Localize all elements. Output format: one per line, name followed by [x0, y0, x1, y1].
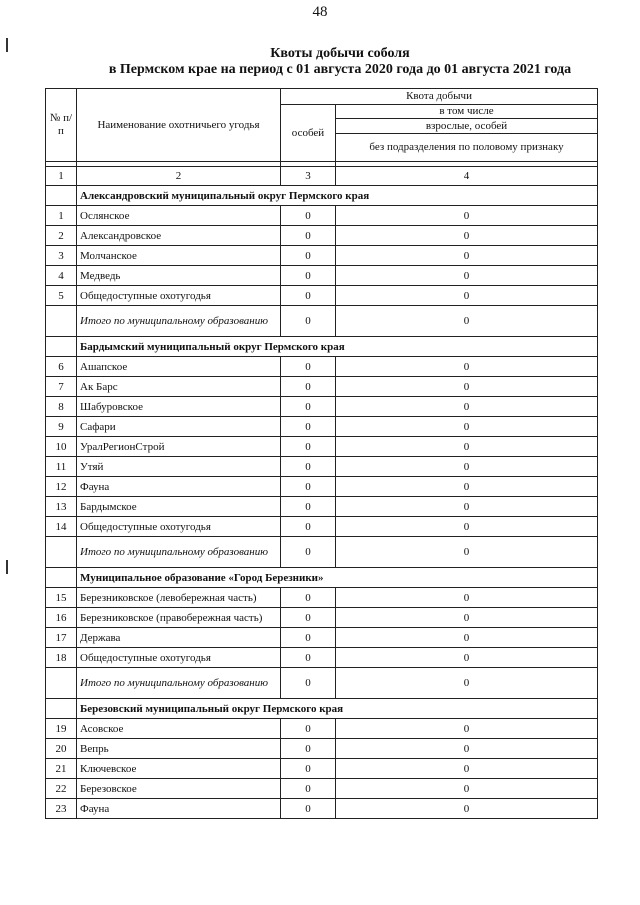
hunting-ground-name: УралРегионСтрой: [77, 437, 281, 457]
table-row: [46, 719, 598, 739]
table-row: [46, 417, 598, 437]
quota-adults: 0: [336, 246, 598, 266]
hunting-ground-name: Ашапское: [77, 357, 281, 377]
hunting-ground-name: Березниковское (левобережная часть): [77, 588, 281, 608]
quota-adults: 0: [336, 477, 598, 497]
quota-total: 0: [281, 477, 336, 497]
table-row: [46, 357, 598, 377]
column-numbers-row: [46, 167, 598, 186]
row-number: 6: [46, 357, 77, 377]
quota-total: 0: [281, 397, 336, 417]
row-number: 3: [46, 246, 77, 266]
row-number: 19: [46, 719, 77, 739]
column-number: 3: [281, 167, 336, 186]
hunting-ground-name: Общедоступные охотугодья: [77, 286, 281, 306]
quota-adults: 0: [336, 417, 598, 437]
quota-total: 0: [281, 246, 336, 266]
hunting-ground-name: Фауна: [77, 477, 281, 497]
section-no-cell: [46, 186, 77, 206]
row-number: 4: [46, 266, 77, 286]
section-total-adults: 0: [336, 306, 598, 337]
section-total-value: 0: [281, 537, 336, 568]
quota-total: 0: [281, 226, 336, 246]
quota-total: 0: [281, 759, 336, 779]
row-number: 9: [46, 417, 77, 437]
hunting-ground-name: Фауна: [77, 799, 281, 819]
header-name: Наименование охотничьего угодья: [77, 89, 281, 162]
header-no: № п/п: [46, 89, 77, 162]
section-header-row: [46, 568, 598, 588]
quota-total: 0: [281, 437, 336, 457]
quota-total: 0: [281, 517, 336, 537]
table-row: [46, 517, 598, 537]
scan-margin-mark: [6, 38, 8, 52]
section-total-row: [46, 668, 598, 699]
section-header-row: [46, 337, 598, 357]
quota-total: 0: [281, 648, 336, 668]
row-number: 8: [46, 397, 77, 417]
section-header-row: [46, 699, 598, 719]
section-title: Бардымский муниципальный округ Пермского края: [77, 337, 598, 357]
table-row: [46, 628, 598, 648]
table-row: [46, 246, 598, 266]
document-title: Квоты добычи соболя: [270, 46, 410, 61]
hunting-ground-name: Ослянское: [77, 206, 281, 226]
quota-adults: 0: [336, 457, 598, 477]
hunting-ground-name: Березниковское (правобережная часть): [77, 608, 281, 628]
quota-adults: 0: [336, 779, 598, 799]
hunting-ground-name: Утяй: [77, 457, 281, 477]
table-row: [46, 457, 598, 477]
hunting-ground-name: Шабуровское: [77, 397, 281, 417]
section-no-cell: [46, 337, 77, 357]
quota-adults: 0: [336, 739, 598, 759]
hunting-ground-name: Общедоступные охотугодья: [77, 517, 281, 537]
quota-adults: 0: [336, 628, 598, 648]
quota-total: 0: [281, 588, 336, 608]
row-number: 16: [46, 608, 77, 628]
row-number: 18: [46, 648, 77, 668]
quota-total: 0: [281, 628, 336, 648]
quota-table: [45, 88, 598, 819]
table-row: [46, 286, 598, 306]
table-row: [46, 759, 598, 779]
section-header-row: [46, 186, 598, 206]
section-no-cell: [46, 699, 77, 719]
hunting-ground-name: Асовское: [77, 719, 281, 739]
quota-total: 0: [281, 266, 336, 286]
table-row: [46, 377, 598, 397]
table-row: [46, 226, 598, 246]
section-total-value: 0: [281, 668, 336, 699]
table-row: [46, 608, 598, 628]
row-number: 22: [46, 779, 77, 799]
row-number: 1: [46, 206, 77, 226]
hunting-ground-name: Березовское: [77, 779, 281, 799]
row-number: 14: [46, 517, 77, 537]
table-row: [46, 739, 598, 759]
table-row: [46, 477, 598, 497]
table-row: [46, 588, 598, 608]
quota-adults: 0: [336, 648, 598, 668]
quota-total: 0: [281, 377, 336, 397]
quota-total: 0: [281, 608, 336, 628]
quota-total: 0: [281, 779, 336, 799]
quota-adults: 0: [336, 437, 598, 457]
quota-total: 0: [281, 497, 336, 517]
header-adults: взрослые, особей: [336, 119, 598, 134]
table-row: [46, 497, 598, 517]
row-number: 20: [46, 739, 77, 759]
quota-adults: 0: [336, 497, 598, 517]
table-row: [46, 799, 598, 819]
row-number: 21: [46, 759, 77, 779]
hunting-ground-name: Ак Барс: [77, 377, 281, 397]
row-number: 13: [46, 497, 77, 517]
row-number: 12: [46, 477, 77, 497]
hunting-ground-name: Сафари: [77, 417, 281, 437]
row-number: 11: [46, 457, 77, 477]
quota-adults: 0: [336, 206, 598, 226]
row-number: 2: [46, 226, 77, 246]
quota-adults: 0: [336, 266, 598, 286]
column-number: 1: [46, 167, 77, 186]
section-total-label: Итого по муниципальному образованию: [77, 537, 281, 568]
section-total-row: [46, 306, 598, 337]
hunting-ground-name: Медведь: [77, 266, 281, 286]
quota-adults: 0: [336, 759, 598, 779]
header-quota: Квота добычи: [281, 89, 598, 105]
header-no-sex-split: без подразделения по половому признаку: [336, 134, 598, 162]
section-no-cell: [46, 568, 77, 588]
scan-margin-mark: [6, 560, 8, 574]
quota-adults: 0: [336, 799, 598, 819]
header-individuals: особей: [281, 105, 336, 162]
table-row: [46, 437, 598, 457]
quota-table-body: [46, 89, 598, 819]
hunting-ground-name: Молчанское: [77, 246, 281, 266]
hunting-ground-name: Вепрь: [77, 739, 281, 759]
hunting-ground-name: Бардымское: [77, 497, 281, 517]
section-total-label: Итого по муниципальному образованию: [77, 668, 281, 699]
table-row: [46, 779, 598, 799]
quota-adults: 0: [336, 588, 598, 608]
total-no-cell: [46, 306, 77, 337]
hunting-ground-name: Держава: [77, 628, 281, 648]
row-number: 23: [46, 799, 77, 819]
row-number: 17: [46, 628, 77, 648]
row-number: 5: [46, 286, 77, 306]
quota-adults: 0: [336, 286, 598, 306]
column-number: 2: [77, 167, 281, 186]
quota-total: 0: [281, 799, 336, 819]
quota-total: 0: [281, 206, 336, 226]
header-row: [46, 89, 598, 105]
section-total-adults: 0: [336, 668, 598, 699]
quota-adults: 0: [336, 377, 598, 397]
quota-adults: 0: [336, 357, 598, 377]
row-number: 15: [46, 588, 77, 608]
quota-total: 0: [281, 357, 336, 377]
section-title: Александровский муниципальный округ Пермского края: [77, 186, 598, 206]
section-total-value: 0: [281, 306, 336, 337]
quota-adults: 0: [336, 608, 598, 628]
row-number: 7: [46, 377, 77, 397]
quota-total: 0: [281, 739, 336, 759]
table-row: [46, 397, 598, 417]
header-including: в том числе: [336, 105, 598, 119]
section-total-row: [46, 537, 598, 568]
row-number: 10: [46, 437, 77, 457]
quota-adults: 0: [336, 517, 598, 537]
quota-total: 0: [281, 719, 336, 739]
quota-total: 0: [281, 417, 336, 437]
total-no-cell: [46, 537, 77, 568]
hunting-ground-name: Александровское: [77, 226, 281, 246]
quota-total: 0: [281, 286, 336, 306]
section-title: Муниципальное образование «Город Березники»: [77, 568, 598, 588]
quota-adults: 0: [336, 226, 598, 246]
section-total-label: Итого по муниципальному образованию: [77, 306, 281, 337]
document-subtitle: в Пермском крае на период с 01 августа 2020 года до 01 августа 2021 года: [108, 62, 572, 77]
section-total-adults: 0: [336, 537, 598, 568]
quota-adults: 0: [336, 397, 598, 417]
quota-total: 0: [281, 457, 336, 477]
quota-adults: 0: [336, 719, 598, 739]
table-row: [46, 206, 598, 226]
table-row: [46, 266, 598, 286]
page-number: 48: [312, 4, 328, 20]
total-no-cell: [46, 668, 77, 699]
section-title: Березовский муниципальный округ Пермского края: [77, 699, 598, 719]
hunting-ground-name: Общедоступные охотугодья: [77, 648, 281, 668]
hunting-ground-name: Ключевское: [77, 759, 281, 779]
column-number: 4: [336, 167, 598, 186]
table-row: [46, 648, 598, 668]
